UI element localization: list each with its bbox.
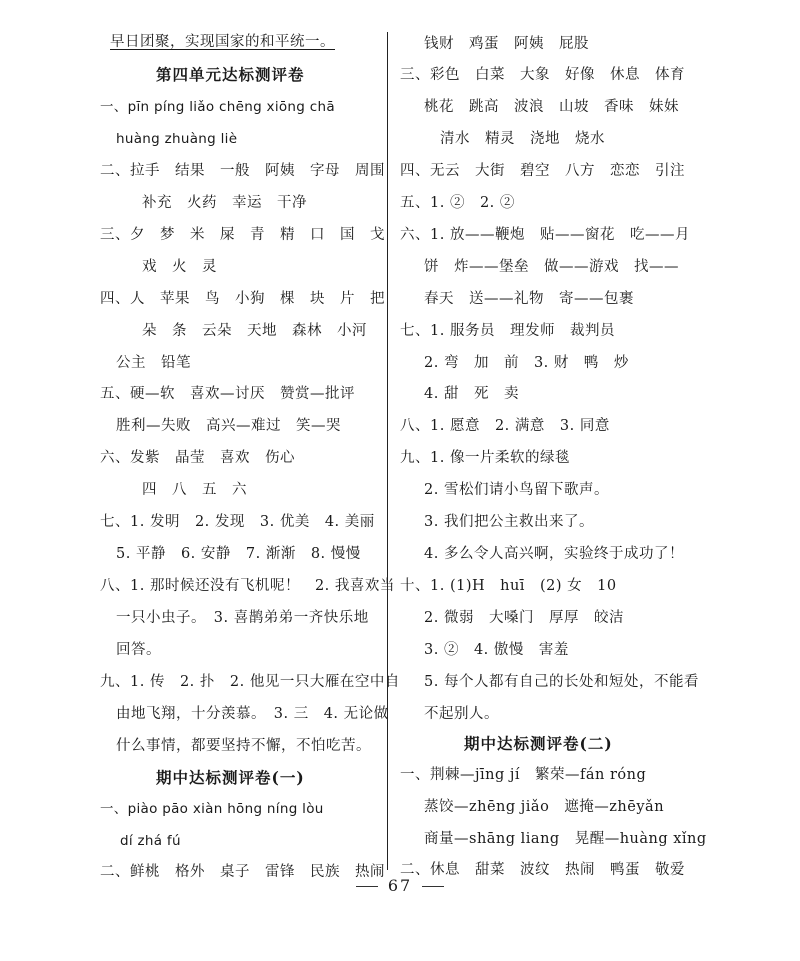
- answer-line: 七、1. 发明 2. 发现 3. 优美 4. 美丽: [100, 514, 375, 530]
- answer-line: 回答。: [116, 642, 161, 658]
- answer-line: 八、1. 那时候还没有飞机呢！ 2. 我喜欢当: [100, 578, 395, 594]
- answer-line: 二、休息 甜菜 波纹 热闹 鸭蛋 敬爱: [400, 862, 685, 878]
- page-number-dash-right: [422, 886, 444, 887]
- answer-line: 一、荆棘—jīng jí 繁荣—fán róng: [400, 767, 647, 783]
- answer-line: 4. 甜 死 卖: [424, 386, 519, 402]
- unit-four-test-title: 第四单元达标测评卷: [156, 65, 305, 84]
- answer-line: 七、1. 服务员 理发师 裁判员: [400, 323, 615, 339]
- answer-line: 补充 火药 幸运 干净: [142, 195, 307, 211]
- answer-line: 朵 条 云朵 天地 森林 小河: [142, 323, 367, 339]
- answer-line: 八、1. 愿意 2. 满意 3. 同意: [400, 418, 610, 434]
- midterm-test-one-title: 期中达标测评卷(一): [156, 768, 305, 787]
- page-number-dash-left: [356, 886, 378, 887]
- answer-line: 3. ② 4. 傲慢 害羞: [424, 642, 569, 658]
- answer-line: 桃花 跳高 波浪 山坡 香味 妹妹: [424, 99, 679, 115]
- answer-line: 四 八 五 六: [142, 482, 247, 498]
- answer-line: 清水 精灵 浇地 烧水: [440, 131, 605, 147]
- answer-line: dí zhá fú: [120, 833, 181, 849]
- answer-line: 一、pīn píng liǎo chēng xiōng chā: [100, 99, 335, 115]
- answer-line: 5. 平静 6. 安静 7. 渐渐 8. 慢慢: [116, 546, 361, 562]
- answer-line: 二、鲜桃 格外 桌子 雷锋 民族 热闹: [100, 864, 385, 880]
- answer-line: 钱财 鸡蛋 阿姨 屁股: [424, 36, 589, 52]
- answer-line: 五、1. ② 2. ②: [400, 195, 515, 211]
- answer-line: 三、夕 梦 米 屎 青 精 口 国 戈: [100, 227, 385, 243]
- answer-line: 九、1. 像一片柔软的绿毯: [400, 450, 570, 466]
- answer-line: 蒸饺—zhēng jiǎo 遮掩—zhēyǎn: [424, 799, 665, 815]
- answer-line: 四、人 苹果 鸟 小狗 棵 块 片 把: [100, 291, 385, 307]
- answer-line: 一只小虫子。 3. 喜鹊弟弟一齐快乐地: [116, 610, 369, 626]
- answer-line: 二、拉手 结果 一般 阿姨 字母 周围: [100, 163, 385, 179]
- page-number-value: 67: [387, 876, 413, 895]
- answer-line: 一、piào pāo xiàn hōng níng lòu: [100, 801, 324, 817]
- continued-answer-line: 早日团聚，实现国家的和平统一。: [110, 34, 335, 50]
- answer-line: 戏 火 灵: [142, 259, 217, 275]
- answer-line: 商量—shāng liang 晃醒—huàng xǐng: [424, 831, 707, 847]
- answer-line: 由地飞翔，十分羡慕。 3. 三 4. 无论做: [116, 706, 389, 722]
- answer-line: 2. 弯 加 前 3. 财 鸭 炒: [424, 355, 629, 371]
- answer-line: 六、1. 放——鞭炮 贴——窗花 吃——月: [400, 227, 690, 243]
- answer-line: 春天 送——礼物 寄——包裹: [424, 291, 634, 307]
- answer-line: 不起别人。: [424, 706, 499, 722]
- answer-line: 2. 雪松们请小鸟留下歌声。: [424, 482, 609, 498]
- answer-line: 2. 微弱 大嗓门 厚厚 皎洁: [424, 610, 624, 626]
- answer-line: 4. 多么令人高兴啊，实验终于成功了！: [424, 546, 684, 562]
- answer-line: 5. 每个人都有自己的长处和短处，不能看: [424, 674, 699, 690]
- answer-line: 六、发紫 晶莹 喜欢 伤心: [100, 450, 295, 466]
- answer-line: 胜利—失败 高兴—难过 笑—哭: [116, 418, 341, 434]
- answer-line: 十、1. (1)H huī (2) 女 10: [400, 578, 617, 594]
- page-number: [0, 876, 800, 895]
- answer-line: 九、1. 传 2. 扑 2. 他见一只大雁在空中自: [100, 674, 400, 690]
- midterm-test-two-title: 期中达标测评卷(二): [464, 734, 613, 753]
- answer-line: 3. 我们把公主救出来了。: [424, 514, 594, 530]
- answer-line: huàng zhuàng liè: [116, 131, 238, 147]
- column-divider: [387, 32, 388, 870]
- answer-line: 饼 炸——堡垒 做——游戏 找——: [424, 259, 679, 275]
- answer-line: 五、硬—软 喜欢—讨厌 赞赏—批评: [100, 386, 355, 402]
- answer-line: 三、彩色 白菜 大象 好像 休息 体育: [400, 67, 685, 83]
- answer-line: 公主 铅笔: [116, 355, 191, 371]
- answer-line: 什么事情，都要坚持不懈，不怕吃苦。: [116, 738, 371, 754]
- answer-line: 四、无云 大街 碧空 八方 恋恋 引注: [400, 163, 685, 179]
